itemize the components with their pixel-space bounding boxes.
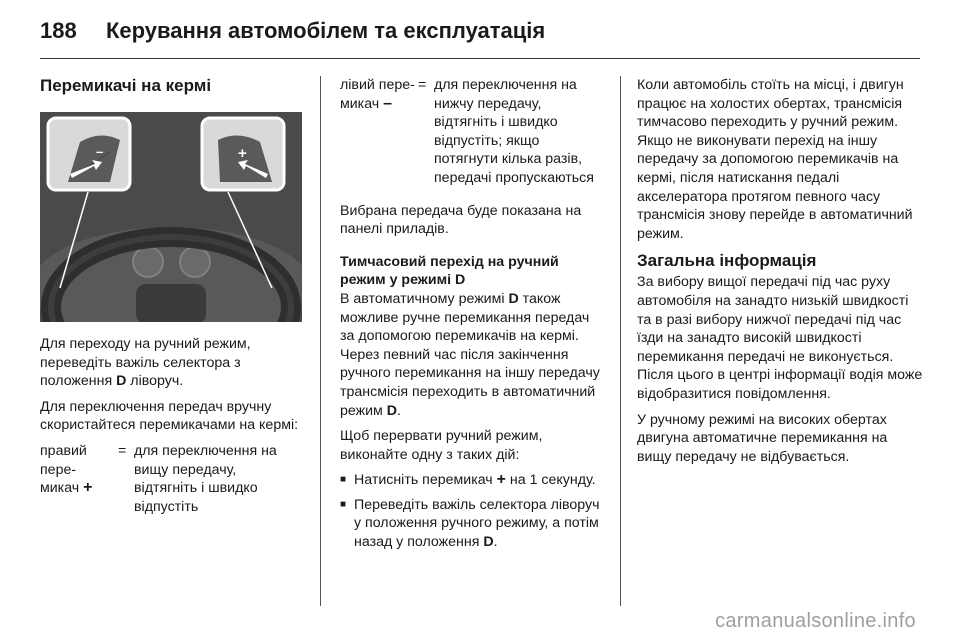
paragraph-manual-mode: Для переходу на ручний режим, переведіть важіль селектора з положення D ліворуч. — [40, 336, 251, 390]
paragraph-high-rpm: У ручному режимі на високих обертах двигуна автоматичне перемикання на вищу передачу не відбувається. — [637, 411, 888, 465]
watermark: carmanualsonline.info — [715, 610, 916, 632]
paragraph-interrupt: Щоб перервати ручний режим, виконайте одну з таких дій: — [340, 428, 543, 463]
section-title: Перемикачі на кермі — [40, 76, 212, 95]
bullet-list — [340, 471, 604, 551]
definition-term: правий пере- микач + — [40, 442, 93, 497]
paddle-minus-label: – — [96, 144, 104, 159]
paragraph-auto-mode: В автоматичному режимі D також можливе ручне перемикання передач за допомогою перемикачів на кермі. Через певний час після закінчення ручного перемикання на іншу передачу трансмісія переходить в автоматичний режим D. — [340, 290, 600, 419]
bullet-icon: ■ — [340, 474, 347, 486]
page-number: 188 — [40, 18, 77, 43]
definition-term: лівий пере- микач – — [340, 77, 415, 112]
paragraph-idle: Коли автомобіль стоїть на місці, і двигун працює на холостих обертах, трансмісія тимчасово переходить у ручний режим. Якщо не виконувати перехід на іншу передачу за допомогою перемикачів на кермі, після натискання педалі акселератора протягом певного часу трансмісія знову перейде в автоматичний режим. — [637, 77, 913, 242]
plus-icon: + — [496, 471, 506, 489]
page-header — [40, 18, 545, 44]
column-1 — [40, 76, 302, 524]
definition-left-paddle: лівий пере- микач – = для переключення на нижчу передачу, відтягніть і швидко відпустіть; якщо потягнути кілька разів, передачі пропускаються — [340, 76, 604, 188]
chapter-title: Керування автомобілем та експлуатація — [106, 18, 546, 43]
definition-description: для переключення на вищу передачу, відтягніть і швидко відпустіть — [134, 442, 277, 515]
definition-right-paddle: правий пере- микач + = для переключення на вищу передачу, відтягніть і швидко відпустіть — [40, 442, 302, 516]
header-rule — [40, 58, 920, 59]
definition-description: для переключення на нижчу передачу, відтягніть і швидко відпустіть; якщо потягнути кілька разів, передачі пропускаються — [434, 77, 594, 186]
list-item: ■ Натисніть перемикач + на 1 секунду. — [340, 471, 596, 489]
column-divider — [320, 76, 321, 606]
paragraph-general: За вибору вищої передачі під час руху автомобіля на занадто низькій швидкості та в разі вибору нижчої передачі під час їзди на занадто високій швидкості перемикання передачі не виконується. Після цього в центрі інформації водія може відобразитися повідомлення. — [637, 274, 923, 402]
column-3 — [637, 76, 925, 473]
column-divider — [620, 76, 621, 606]
steering-paddles-illustration — [40, 112, 302, 322]
plus-icon: + — [83, 479, 93, 497]
paddle-plus-label: + — [238, 145, 247, 162]
bullet-icon: ■ — [340, 498, 347, 510]
paragraph-gear-display: Вибрана передача буде показана на панелі приладів. — [340, 202, 582, 238]
column-2 — [340, 76, 604, 558]
list-item: ■ Переведіть важіль селектора ліворуч у положення ручного режиму, а потім назад у положення D. — [340, 496, 600, 551]
minus-icon: – — [383, 94, 393, 112]
heading-general-info: Загальна інформація — [637, 251, 817, 271]
paragraph-use-paddles: Для переключення передач вручну скористайтеся перемикачами на кермі: — [40, 398, 299, 434]
subheading-temporary-manual: Тимчасовий перехід на ручний режим у режимі D — [340, 253, 559, 289]
